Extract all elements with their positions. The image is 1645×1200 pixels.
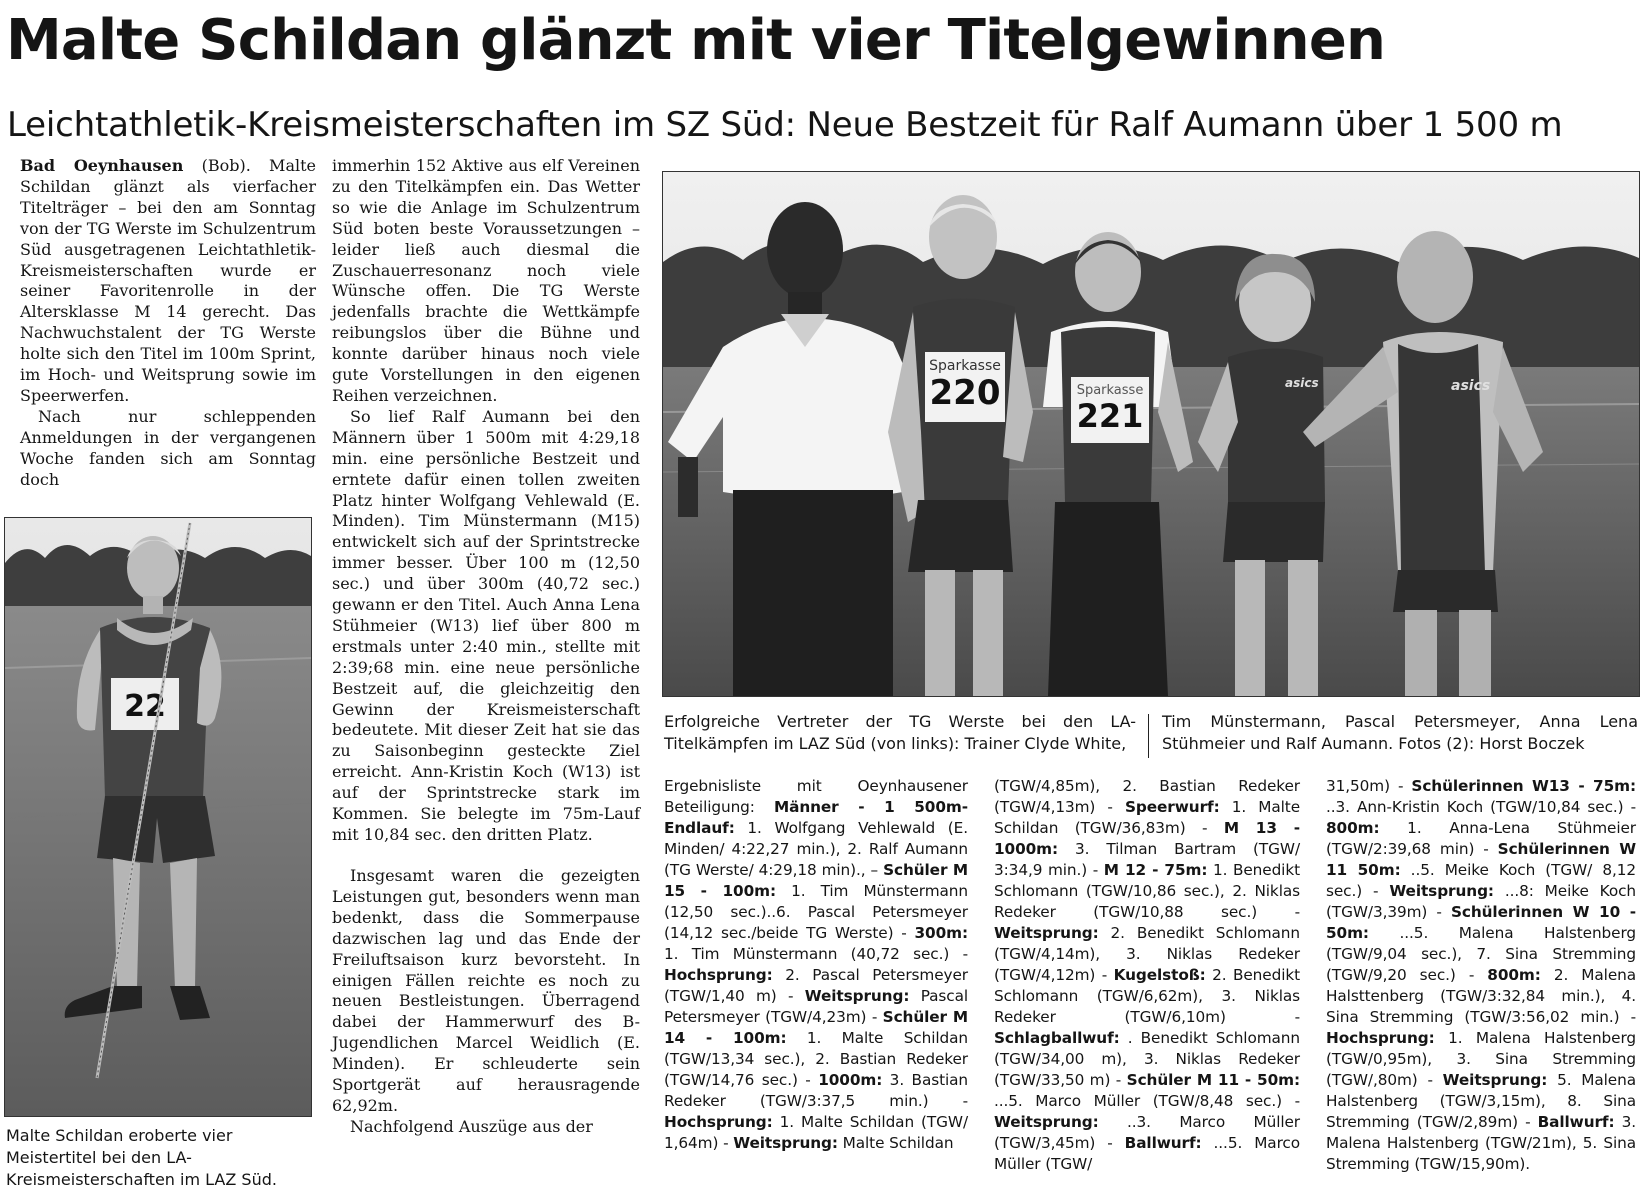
result-category: Ballwurf:: [1124, 1134, 1202, 1152]
result-entry: 2. Benedikt Schlomann (TGW/4,14m), 3. Niklas Redeker (TGW/4,12m) -: [994, 924, 1300, 984]
results-text: [994, 776, 1300, 1175]
body-column-1: [20, 156, 316, 491]
result-entry: 1. Tim Münstermann (12,50 sec.)..6. Pascal Petersmeyer (14,12 sec./beide TG Werste) -: [664, 882, 968, 942]
bib-number-small: 22: [124, 689, 166, 724]
result-entry: . Benedikt Schlomann (TGW/34,00 m), 3. Niklas Redeker (TGW/33,50 m) -: [994, 1029, 1300, 1089]
results-column-2: [994, 776, 1300, 1175]
result-entry: 1. Malena Halstenberg (TGW/0,95m), 3. Sina Stremming (TGW/,80m) -: [1326, 1029, 1636, 1089]
subheadline: Leichtathletik-Kreismeisterschaften im SZ Süd: Neue Bestzeit für Ralf Aumann über 1 500 m: [7, 105, 1563, 145]
result-category: Weitsprung:: [1389, 882, 1494, 900]
result-category: Weitsprung:: [994, 1113, 1099, 1131]
result-entry: 1. Anna-Lena Stühmeier (TGW/2:39,68 min) -: [1326, 819, 1636, 858]
paragraph-5: Insgesamt waren die gezeigten Leistungen gut, besonders wenn man bedenkt, dass die Sommerpause dazwischen lag und das Ende der Freiluftsaison kurz bevorsteht. In einigen Fällen reichte es noch zu neuen Bestleistungen. Überragend dabei der Hammerwurf des B-Jugendlichen Marcel Weidlich (E. Minden). Er schleuderte sein Sportgerät auf herausragende 62,92m.: [332, 866, 640, 1115]
result-entry: Ergebnisliste mit Oeynhausener Beteiligung:: [664, 777, 968, 816]
result-category: Schülerinnen W13 - 75m:: [1411, 777, 1636, 795]
result-entry: 2. Malena Halsttenberg (TGW/3:32,84 min.), 4. Sina Stremming (TGW/3:56,02 min.) -: [1326, 966, 1636, 1026]
result-category: Schülerinnen W 11 50m:: [1326, 840, 1636, 879]
result-entry: 3. Bastian Redeker (TGW/3:37,5 min.) -: [664, 1071, 968, 1110]
result-entry: 1. Wolfgang Vehlewald (E. Minden/ 4:22,27 min.), 2. Ralf Aumann (TG Werste/ 4:29,18 min)., –: [664, 819, 968, 879]
result-category: Weitsprung:: [994, 924, 1099, 942]
result-entry: 3. Malena Halstenberg (TGW/21m), 5. Sina Stremming (TGW/15,90m).: [1326, 1113, 1636, 1173]
result-entry: ...5. Marco Müller (TGW/8,48 sec.) -: [994, 1092, 1300, 1110]
group-photo-caption-right: Tim Münstermann, Pascal Petersmeyer, Anna Lena Stühmeier und Ralf Aumann. Fotos (2): Horst Boczek: [1162, 712, 1638, 753]
body-column-2: [332, 156, 640, 846]
photo-group-tg-werste: [662, 171, 1640, 697]
result-entry: 1. Malte Schildan (TGW/13,34 sec.), 2. Bastian Redeker (TGW/14,76 sec.) -: [664, 1029, 968, 1089]
result-category: Männer - 1 500m-Endlauf:: [664, 798, 968, 837]
headline: Malte Schildan glänzt mit vier Titelgewinnen: [6, 8, 1386, 73]
result-category: Hochsprung:: [664, 1113, 773, 1131]
results-column-1: [664, 776, 968, 1154]
result-category: Kugelstoß:: [1113, 966, 1206, 984]
result-entry: ..3. Ann-Kristin Koch (TGW/10,84 sec.) -: [1326, 798, 1636, 816]
lead-paragraph: [20, 156, 316, 407]
result-entry: ...5. Malena Halstenberg (TGW/9,04 sec.), 7. Sina Stremming (TGW/9,20 sec.) -: [1326, 924, 1636, 984]
result-entry: 1. Benedikt Schlomann (TGW/10,86 sec.), 2. Niklas Redeker (TGW/10,88 sec.) -: [994, 861, 1300, 921]
result-category: Schlagballwuf:: [994, 1029, 1120, 1047]
result-category: Schüler M 11 - 50m:: [1126, 1071, 1300, 1089]
result-entry: Pascal Petersmeyer (TGW/4,23m) -: [664, 987, 969, 1026]
result-category: 800m:: [1326, 819, 1380, 837]
result-entry: Malte Schildan: [837, 1134, 954, 1152]
results-text: [664, 776, 968, 1154]
paragraph-6: Nachfolgend Auszüge aus der: [350, 1116, 593, 1136]
results-text: [1326, 776, 1636, 1175]
group-photo-caption-left: Erfolgreiche Vertreter der TG Werste bei den LA-Titelkämpfen im LAZ Süd (von links): Trainer Clyde White,: [664, 712, 1136, 753]
bib-number-221: 221: [1076, 397, 1144, 435]
result-category: Schüler M 14 - 100m:: [664, 1008, 968, 1047]
brand-aumann: asics: [1451, 378, 1491, 394]
result-entry: 3. Tilman Bartram (TGW/ 3:34,9 min.) -: [994, 840, 1300, 879]
lead-text: (Bob). Malte Schildan glänzt als vierfacher Titelträger – bei den am Sonntag von der TG Werste im Schulzentrum Süd ausgetragenen Leichtathletik-Kreismeisterschaften wurde er seiner Favoritenrolle in der Altersklasse M 14 gerecht. Das Nachwuchstalent der TG Werste holte sich den Titel im 100m Sprint, im Hoch- und Weitsprung sowie im Speerwerfen.: [20, 156, 316, 405]
body-column-2-lower: [332, 866, 640, 1138]
result-entry: ...8: Meike Koch (TGW/3,39m) -: [1326, 882, 1636, 921]
brand-female: asics: [1285, 376, 1319, 390]
result-category: Weitsprung:: [804, 987, 910, 1005]
paragraph-2: Nach nur schleppenden Anmeldungen in der vergangenen Woche fanden sich am Sonntag doch: [20, 406, 316, 489]
result-entry: 1. Malte Schildan (TGW/ 1,64m) -: [664, 1113, 968, 1152]
result-category: Weitsprung:: [1442, 1071, 1548, 1089]
sponsor-bib-220: Sparkasse: [929, 358, 1001, 374]
result-entry: 2. Pascal Petersmeyer (TGW/1,40 m) -: [664, 966, 968, 1005]
result-category: Ballwurf:: [1537, 1113, 1615, 1131]
results-column-3: [1326, 776, 1636, 1175]
result-entry: ..5. Meike Koch (TGW/ 8,12 sec.) -: [1326, 861, 1636, 900]
photo-javelin-athlete: [4, 517, 312, 1117]
result-category: Schüler M 15 - 100m:: [664, 861, 968, 900]
result-entry: 2. Benedikt Schlomann (TGW/6,62m), 3. Niklas Redeker (TGW/6,10m) -: [994, 966, 1301, 1026]
result-category: Hochsprung:: [664, 966, 773, 984]
result-entry: 31,50m) -: [1326, 777, 1412, 795]
paragraph-4: So lief Ralf Aumann bei den Männern über 1 500m mit 4:29,18 min. eine persönliche Bestzeit und erntete dafür einen tollen zweiten Platz hinter Wolfgang Vehlewald (E. Minden). Tim Münstermann (M15) entwickelt sich auf der Sprintstrecke immer besser. Über 100 m (12,50 sec.) und über 300m (40,72 sec.) gewann er den Titel. Auch Anna Lena Stühmeier (W13) lief über 800 m erstmals unter 2:40 min., stellte mit 2:39;68 min. eine neue persönliche Bestzeit auf, die gleichzeitig den Gewinn der Kreismeisterschaft bedeutete. Mit dieser Zeit hat sie das zu Saisonbeginn gesteckte Ziel erreicht. Ann-Kristin Koch (W13) ist auf der Sprintstrecke stark im Kommen. Sie belegte im 75m-Lauf mit 10,84 sec. den dritten Platz.: [332, 406, 640, 844]
result-entry: (TGW/4,85m), 2. Bastian Redeker (TGW/4,13m) -: [994, 777, 1300, 816]
result-category: Hochsprung:: [1326, 1029, 1435, 1047]
result-category: Weitsprung:: [733, 1134, 838, 1152]
bib-number-220: 220: [929, 373, 1001, 413]
result-entry: 5. Malena Halstenberg (TGW/3,15m), 8. Sina Stremming (TGW/2,89m) -: [1326, 1071, 1636, 1131]
result-entry: ..3. Marco Müller (TGW/3,45m) -: [994, 1113, 1300, 1152]
sponsor-bib-221: Sparkasse: [1076, 383, 1144, 398]
result-entry: ...5. Marco Müller (TGW/: [994, 1134, 1300, 1173]
caption-divider: [1148, 714, 1149, 758]
result-category: M 12 - 75m:: [1103, 861, 1208, 879]
result-category: 800m:: [1487, 966, 1541, 984]
paragraph-3: immerhin 152 Aktive aus elf Vereinen zu den Titelkämpfen ein. Das Wetter so wie die Anlage im Schulzentrum Süd boten beste Voraussetzungen – leider ließ auch diesmal die Zuschauerresonanz noch viele Wünsche offen. Die TG Werste jedenfalls brachte die Wettkämpfe reibungslos über die Bühne und konnte darüber hinaus noch viele gute Vorstellungen in den eigenen Reihen verzeichnen.: [332, 156, 640, 405]
dateline: Bad Oeynhausen: [20, 156, 184, 175]
result-category: M 13 - 1000m:: [994, 819, 1300, 858]
small-photo-caption: Malte Schildan eroberte vier Meistertitel bei den LA-Kreismeisterschaften im LAZ Süd.: [6, 1126, 277, 1189]
result-category: Speerwurf:: [1124, 798, 1220, 816]
result-category: 300m:: [914, 924, 968, 942]
result-category: 1000m:: [818, 1071, 883, 1089]
result-entry: 1. Tim Münstermann (40,72 sec.) -: [664, 945, 968, 963]
result-entry: 1. Malte Schildan (TGW/36,83m) -: [994, 798, 1301, 837]
result-category: Schülerinnen W 10 - 50m:: [1326, 903, 1636, 942]
